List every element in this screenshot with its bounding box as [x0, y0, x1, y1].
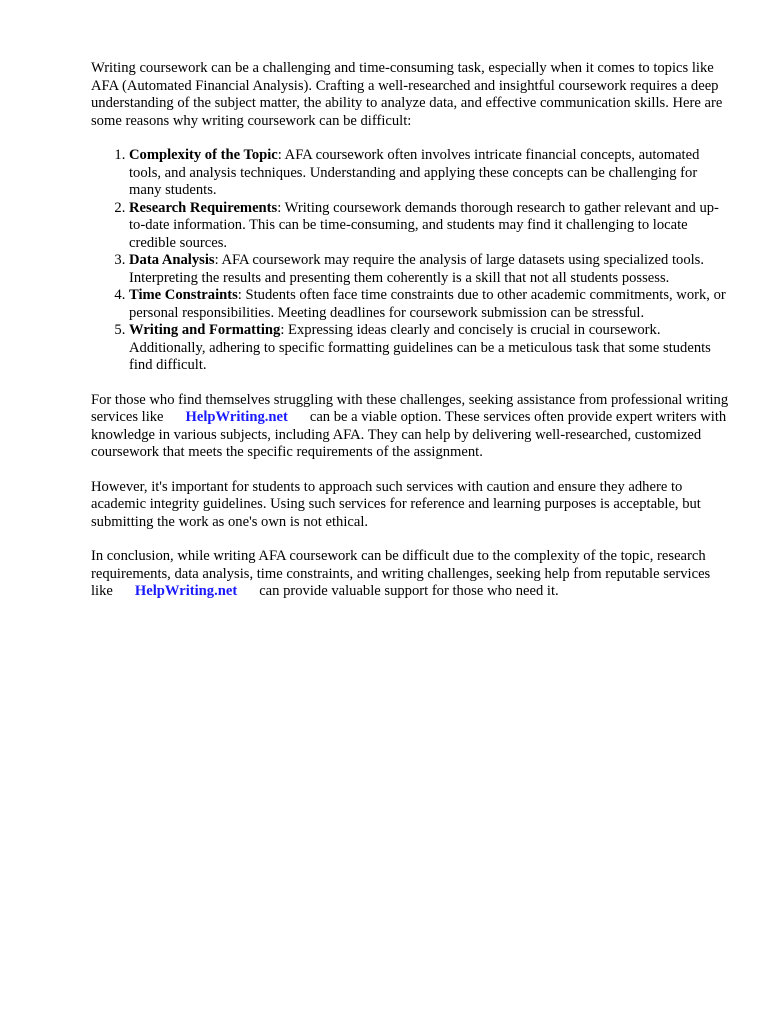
- list-item-text: : Students often face time constraints due to other academic commitments, work, or personal responsibilities. Meeting deadlines for coursework submission can be stressful.: [129, 287, 726, 321]
- list-item-text: : Expressing ideas clearly and concisely is crucial in coursework. Additionally, adhering to specific formatting guidelines can be a meticulous task that some students find difficult.: [129, 322, 711, 373]
- list-item: [129, 252, 731, 287]
- list-item: [129, 200, 731, 253]
- helpwriting-link[interactable]: HelpWriting.net: [185, 409, 288, 425]
- list-item-term: Writing and Formatting: [129, 322, 281, 338]
- list-item-text: : AFA coursework may require the analysis of large datasets using specialized tools. Interpreting the results and presenting them coherently is a skill that not all students possess.: [129, 252, 705, 286]
- helpwriting-link[interactable]: HelpWriting.net: [134, 583, 238, 599]
- document-body: [91, 60, 731, 618]
- conclusion-text-after: can provide valuable support for those who need it.: [259, 583, 559, 599]
- list-item: [129, 287, 731, 322]
- list-item-term: Complexity of the Topic: [129, 147, 278, 163]
- list-item: [129, 147, 731, 200]
- assistance-text-before: For those who find themselves struggling with these challenges, seeking assistance from professional writing services like: [91, 391, 729, 425]
- conclusion-paragraph: [91, 548, 731, 601]
- conclusion-text-before: In conclusion, while writing AFA coursework can be difficult due to the complexity of the topic, research requirements, data analysis, time constraints, and writing challenges, seeking help from reputable services like: [91, 548, 711, 599]
- list-item-term: Data Analysis: [129, 252, 215, 268]
- list-item-text: : AFA coursework often involves intricate financial concepts, automated tools, and analysis techniques. Understanding and applying these concepts can be challenging for many students.: [129, 147, 700, 198]
- assistance-text-after: can be a viable option. These services often provide expert writers with knowledge in various subjects, including AFA. They can help by delivering well-researched, customized coursework that meets the specific requirements of the assignment.: [91, 409, 727, 460]
- intro-paragraph: Writing coursework can be a challenging and time-consuming task, especially when it comes to topics like AFA (Automated Financial Analysis). Crafting a well-researched and insightful coursework requires a deep understanding of the subject matter, the ability to analyze data, and effective communication skills. Here are some reasons why writing coursework can be difficult:: [91, 60, 723, 129]
- list-item-term: Research Requirements: [129, 199, 278, 216]
- list-item-term: Time Constraints: [129, 287, 238, 303]
- reasons-list: [91, 147, 731, 375]
- caution-paragraph: However, it's important for students to approach such services with caution and ensure they adhere to academic integrity guidelines. Using such services for reference and learning purposes is acceptable, but submitting the work as one's own is not ethical.: [91, 478, 701, 530]
- list-item-text: : Writing coursework demands thorough research to gather relevant and up-to-date information. This can be time-consuming, and students may find it challenging to locate credible sources.: [129, 199, 719, 251]
- assistance-paragraph: [91, 392, 731, 462]
- list-item: [129, 322, 731, 375]
